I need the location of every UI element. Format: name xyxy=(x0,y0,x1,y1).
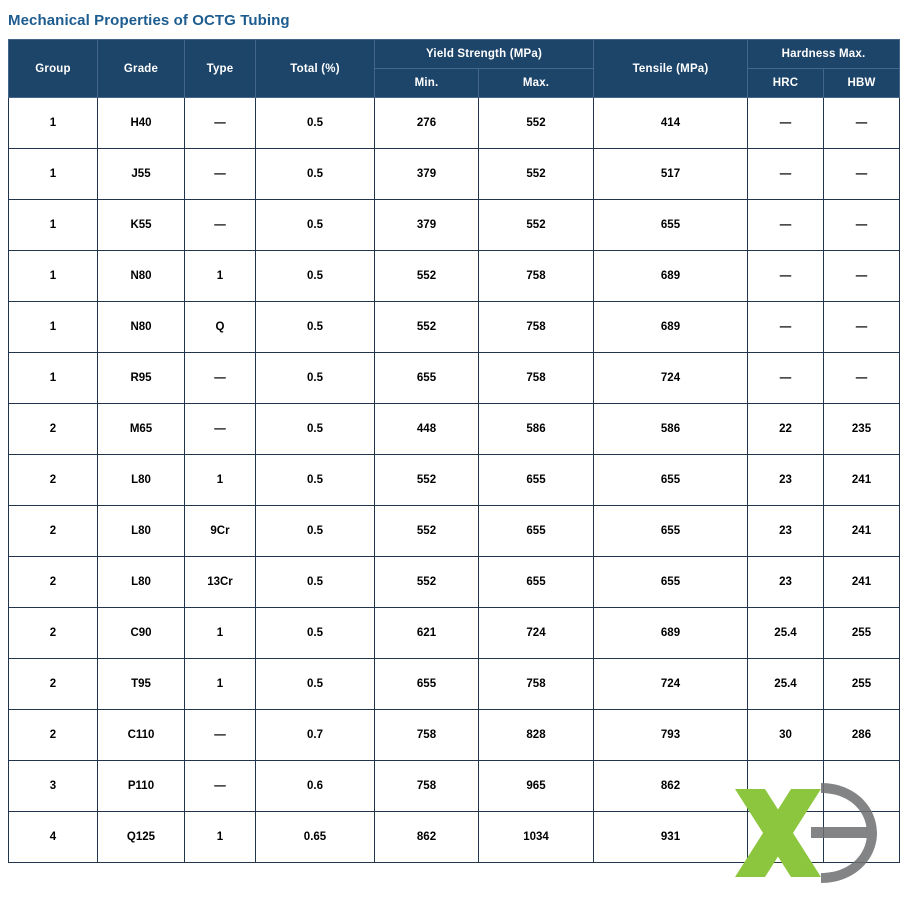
cell-yield-min: 552 xyxy=(375,251,479,302)
cell-yield-max: 655 xyxy=(479,506,594,557)
cell-type: 1 xyxy=(185,608,256,659)
table-header xyxy=(9,40,900,98)
table-row xyxy=(9,200,900,251)
cell-hbw: 255 xyxy=(824,608,900,659)
cell-type: — xyxy=(185,761,256,812)
cell-hrc: 30 xyxy=(748,710,824,761)
cell-grade: L80 xyxy=(98,506,185,557)
table-body xyxy=(9,98,900,863)
cell-grade: Q125 xyxy=(98,812,185,863)
cell-hrc: — xyxy=(748,200,824,251)
cell-group: 1 xyxy=(9,98,98,149)
cell-grade: L80 xyxy=(98,557,185,608)
cell-group: 1 xyxy=(9,302,98,353)
cell-type: — xyxy=(185,149,256,200)
cell-group: 2 xyxy=(9,455,98,506)
cell-tensile: 517 xyxy=(594,149,748,200)
cell-total: 0.5 xyxy=(256,404,375,455)
cell-hrc: 23 xyxy=(748,455,824,506)
cell-yield-min: 276 xyxy=(375,98,479,149)
mechanical-properties-table xyxy=(8,39,900,863)
cell-hbw: — xyxy=(824,98,900,149)
cell-grade: J55 xyxy=(98,149,185,200)
cell-grade: T95 xyxy=(98,659,185,710)
header-total: Total (%) xyxy=(256,40,375,98)
cell-group: 3 xyxy=(9,761,98,812)
cell-yield-min: 758 xyxy=(375,710,479,761)
cell-total: 0.5 xyxy=(256,455,375,506)
cell-group: 1 xyxy=(9,251,98,302)
cell-type: 9Cr xyxy=(185,506,256,557)
cell-yield-max: 758 xyxy=(479,659,594,710)
cell-yield-min: 758 xyxy=(375,761,479,812)
cell-yield-max: 965 xyxy=(479,761,594,812)
cell-grade: N80 xyxy=(98,302,185,353)
header-tensile: Tensile (MPa) xyxy=(594,40,748,98)
table-row xyxy=(9,812,900,863)
cell-total: 0.7 xyxy=(256,710,375,761)
cell-grade: H40 xyxy=(98,98,185,149)
cell-total: 0.5 xyxy=(256,98,375,149)
table-row xyxy=(9,353,900,404)
header-yield-max: Max. xyxy=(479,69,594,98)
cell-hbw: 255 xyxy=(824,659,900,710)
cell-tensile: 862 xyxy=(594,761,748,812)
cell-tensile: 724 xyxy=(594,659,748,710)
cell-grade: R95 xyxy=(98,353,185,404)
cell-grade: C110 xyxy=(98,710,185,761)
cell-tensile: 655 xyxy=(594,455,748,506)
cell-grade: K55 xyxy=(98,200,185,251)
cell-hrc: — xyxy=(748,302,824,353)
cell-yield-min: 655 xyxy=(375,659,479,710)
cell-group: 4 xyxy=(9,812,98,863)
cell-yield-max: 758 xyxy=(479,302,594,353)
header-hardness-max: Hardness Max. xyxy=(748,40,900,69)
table-container xyxy=(0,39,907,863)
cell-yield-max: 724 xyxy=(479,608,594,659)
header-group: Group xyxy=(9,40,98,98)
cell-hbw: — xyxy=(824,251,900,302)
cell-grade: C90 xyxy=(98,608,185,659)
cell-tensile: 724 xyxy=(594,353,748,404)
cell-group: 2 xyxy=(9,557,98,608)
cell-hrc: — xyxy=(748,149,824,200)
cell-type: 1 xyxy=(185,812,256,863)
cell-hbw: — xyxy=(824,149,900,200)
cell-total: 0.65 xyxy=(256,812,375,863)
cell-group: 2 xyxy=(9,608,98,659)
cell-yield-min: 655 xyxy=(375,353,479,404)
cell-tensile: 931 xyxy=(594,812,748,863)
table-row xyxy=(9,98,900,149)
cell-yield-max: 655 xyxy=(479,455,594,506)
cell-group: 1 xyxy=(9,353,98,404)
cell-tensile: 689 xyxy=(594,251,748,302)
cell-yield-min: 862 xyxy=(375,812,479,863)
header-grade: Grade xyxy=(98,40,185,98)
cell-type: — xyxy=(185,710,256,761)
cell-tensile: 655 xyxy=(594,506,748,557)
cell-hrc: 22 xyxy=(748,404,824,455)
cell-tensile: 689 xyxy=(594,608,748,659)
cell-yield-max: 828 xyxy=(479,710,594,761)
cell-hbw: — xyxy=(824,302,900,353)
cell-hbw xyxy=(824,761,900,812)
cell-hbw xyxy=(824,812,900,863)
cell-yield-max: 758 xyxy=(479,353,594,404)
table-row xyxy=(9,302,900,353)
cell-yield-max: 655 xyxy=(479,557,594,608)
table-row xyxy=(9,761,900,812)
cell-hrc xyxy=(748,761,824,812)
cell-hbw: 241 xyxy=(824,506,900,557)
table-row xyxy=(9,149,900,200)
cell-hrc: 25.4 xyxy=(748,608,824,659)
cell-yield-min: 552 xyxy=(375,557,479,608)
cell-type: — xyxy=(185,200,256,251)
cell-group: 2 xyxy=(9,506,98,557)
cell-hrc: 23 xyxy=(748,506,824,557)
cell-total: 0.5 xyxy=(256,506,375,557)
cell-yield-max: 552 xyxy=(479,98,594,149)
cell-group: 1 xyxy=(9,149,98,200)
cell-type: — xyxy=(185,98,256,149)
cell-grade: P110 xyxy=(98,761,185,812)
cell-total: 0.5 xyxy=(256,353,375,404)
table-row xyxy=(9,659,900,710)
cell-tensile: 655 xyxy=(594,557,748,608)
cell-tensile: 586 xyxy=(594,404,748,455)
cell-yield-max: 758 xyxy=(479,251,594,302)
table-row xyxy=(9,455,900,506)
cell-hrc: — xyxy=(748,98,824,149)
cell-yield-max: 586 xyxy=(479,404,594,455)
cell-hbw: — xyxy=(824,353,900,404)
cell-yield-max: 552 xyxy=(479,149,594,200)
cell-yield-max: 1034 xyxy=(479,812,594,863)
cell-type: — xyxy=(185,404,256,455)
cell-total: 0.5 xyxy=(256,200,375,251)
cell-tensile: 655 xyxy=(594,200,748,251)
cell-total: 0.5 xyxy=(256,659,375,710)
cell-yield-min: 379 xyxy=(375,200,479,251)
cell-hbw: 286 xyxy=(824,710,900,761)
cell-yield-min: 379 xyxy=(375,149,479,200)
cell-type: 13Cr xyxy=(185,557,256,608)
cell-type: — xyxy=(185,353,256,404)
cell-type: 1 xyxy=(185,251,256,302)
cell-total: 0.5 xyxy=(256,557,375,608)
header-yield-min: Min. xyxy=(375,69,479,98)
cell-total: 0.5 xyxy=(256,149,375,200)
cell-group: 1 xyxy=(9,200,98,251)
cell-total: 0.6 xyxy=(256,761,375,812)
header-hbw: HBW xyxy=(824,69,900,98)
cell-total: 0.5 xyxy=(256,302,375,353)
cell-yield-max: 552 xyxy=(479,200,594,251)
cell-grade: L80 xyxy=(98,455,185,506)
cell-tensile: 414 xyxy=(594,98,748,149)
page-title: Mechanical Properties of OCTG Tubing xyxy=(8,12,290,29)
cell-hrc: — xyxy=(748,251,824,302)
cell-hrc: 23 xyxy=(748,557,824,608)
cell-yield-min: 552 xyxy=(375,302,479,353)
cell-type: Q xyxy=(185,302,256,353)
table-row xyxy=(9,251,900,302)
cell-hrc: — xyxy=(748,353,824,404)
header-hrc: HRC xyxy=(748,69,824,98)
cell-hbw: — xyxy=(824,200,900,251)
cell-hrc: 25.4 xyxy=(748,659,824,710)
cell-tensile: 793 xyxy=(594,710,748,761)
cell-grade: M65 xyxy=(98,404,185,455)
cell-yield-min: 552 xyxy=(375,506,479,557)
cell-tensile: 689 xyxy=(594,302,748,353)
cell-hbw: 241 xyxy=(824,455,900,506)
header-type: Type xyxy=(185,40,256,98)
table-row xyxy=(9,404,900,455)
table-header-row-1 xyxy=(9,40,900,69)
cell-total: 0.5 xyxy=(256,608,375,659)
cell-yield-min: 448 xyxy=(375,404,479,455)
cell-group: 2 xyxy=(9,659,98,710)
cell-group: 2 xyxy=(9,710,98,761)
cell-grade: N80 xyxy=(98,251,185,302)
cell-group: 2 xyxy=(9,404,98,455)
table-row xyxy=(9,506,900,557)
table-row xyxy=(9,710,900,761)
cell-type: 1 xyxy=(185,455,256,506)
table-row xyxy=(9,608,900,659)
cell-yield-min: 552 xyxy=(375,455,479,506)
cell-hrc xyxy=(748,812,824,863)
cell-hbw: 241 xyxy=(824,557,900,608)
cell-type: 1 xyxy=(185,659,256,710)
header-yield-strength: Yield Strength (MPa) xyxy=(375,40,594,69)
cell-yield-min: 621 xyxy=(375,608,479,659)
table-row xyxy=(9,557,900,608)
cell-total: 0.5 xyxy=(256,251,375,302)
cell-hbw: 235 xyxy=(824,404,900,455)
